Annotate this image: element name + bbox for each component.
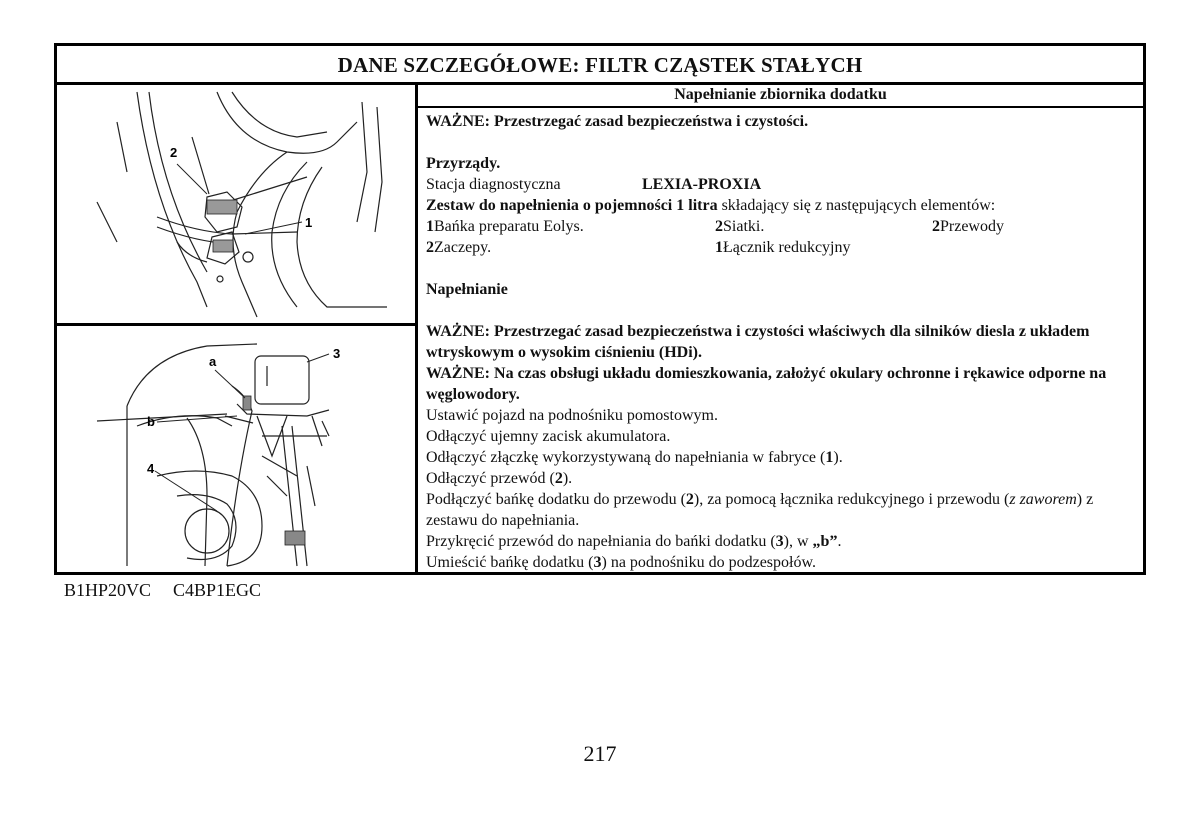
step: Odłączyć przewód (2).	[426, 470, 573, 487]
section-heading: Napełnianie zbiornika dodatku	[418, 82, 1143, 108]
data-table	[54, 43, 1146, 575]
kit-item: 2Zaczepy.	[426, 239, 492, 256]
station-value: LEXIA-PROXIA	[642, 176, 762, 193]
step: Ustawić pojazd na podnośniku pomostowym.	[426, 407, 718, 424]
figure-filler-connector	[57, 82, 415, 326]
filling-heading: Napełnianie	[426, 281, 508, 298]
step: Podłączyć bańkę dodatku do przewodu (2), za pomocą łącznika redukcyjnego i przewodu (z zaworem) z zestawu do napełniania.	[426, 491, 1094, 529]
instructions-text	[418, 108, 1143, 573]
callout-4: 4	[147, 461, 155, 476]
kit-label: Zestaw do napełnienia o pojemności 1 litra	[426, 197, 718, 214]
diagnostic-station-line	[426, 174, 1137, 195]
kit-item: 2Siatki.	[715, 218, 765, 235]
page-number: 217	[583, 741, 617, 766]
tools-heading: Przyrządy.	[426, 155, 501, 172]
code-model: C4BP1EGC	[173, 580, 262, 600]
important-note-hdi: WAŻNE: Przestrzegać zasad bezpieczeństwa i czystości właściwych dla silników diesla z układem wtryskowym o wysokim ciśnieniu (HDi).	[426, 323, 1090, 361]
reference-codes	[64, 578, 283, 602]
callout-2: 2	[170, 145, 178, 160]
instructions-column	[418, 82, 1143, 572]
important-note: WAŻNE: Przestrzegać zasad bezpieczeństwa i czystości.	[426, 113, 809, 130]
kit-item: 2Przewody	[932, 218, 1004, 235]
page-title: DANE SZCZEGÓŁOWE: FILTR CZĄSTEK STAŁYCH	[57, 46, 1143, 85]
callout-a: a	[209, 354, 217, 369]
callout-1: 1	[305, 215, 313, 230]
filler-connector-drawing	[57, 82, 415, 323]
tank-on-lift-drawing	[57, 326, 415, 571]
kit-items-row-2	[426, 237, 1137, 258]
step: Umieścić bańkę dodatku (3) na podnośniku do podzespołów.	[426, 554, 816, 571]
kit-items-row-1	[426, 216, 1137, 237]
station-label: Stacja diagnostyczna	[426, 176, 561, 193]
kit-item: 1Łącznik redukcyjny	[715, 239, 851, 256]
step: Odłączyć złączkę wykorzystywaną do napełniania w fabryce (1).	[426, 449, 843, 466]
step: Odłączyć ujemny zacisk akumulatora.	[426, 428, 671, 445]
step: Przykręcić przewód do napełniania do bańki dodatku (3), w „b”.	[426, 533, 842, 550]
code-engine: B1HP20VC	[64, 580, 152, 600]
figures-column	[57, 82, 418, 572]
kit-item: 1Bańka preparatu Eolys.	[426, 218, 584, 235]
figure-tank-on-lift	[57, 326, 415, 572]
important-note-safety: WAŻNE: Na czas obsługi układu domieszkowania, założyć okulary ochronne i rękawice odporne na węglowodory.	[426, 365, 1107, 403]
callout-b: b	[147, 414, 155, 429]
callout-3: 3	[333, 346, 341, 361]
filling-kit-line	[426, 195, 1137, 216]
kit-description: składający się z następujących elementów:	[717, 197, 996, 214]
